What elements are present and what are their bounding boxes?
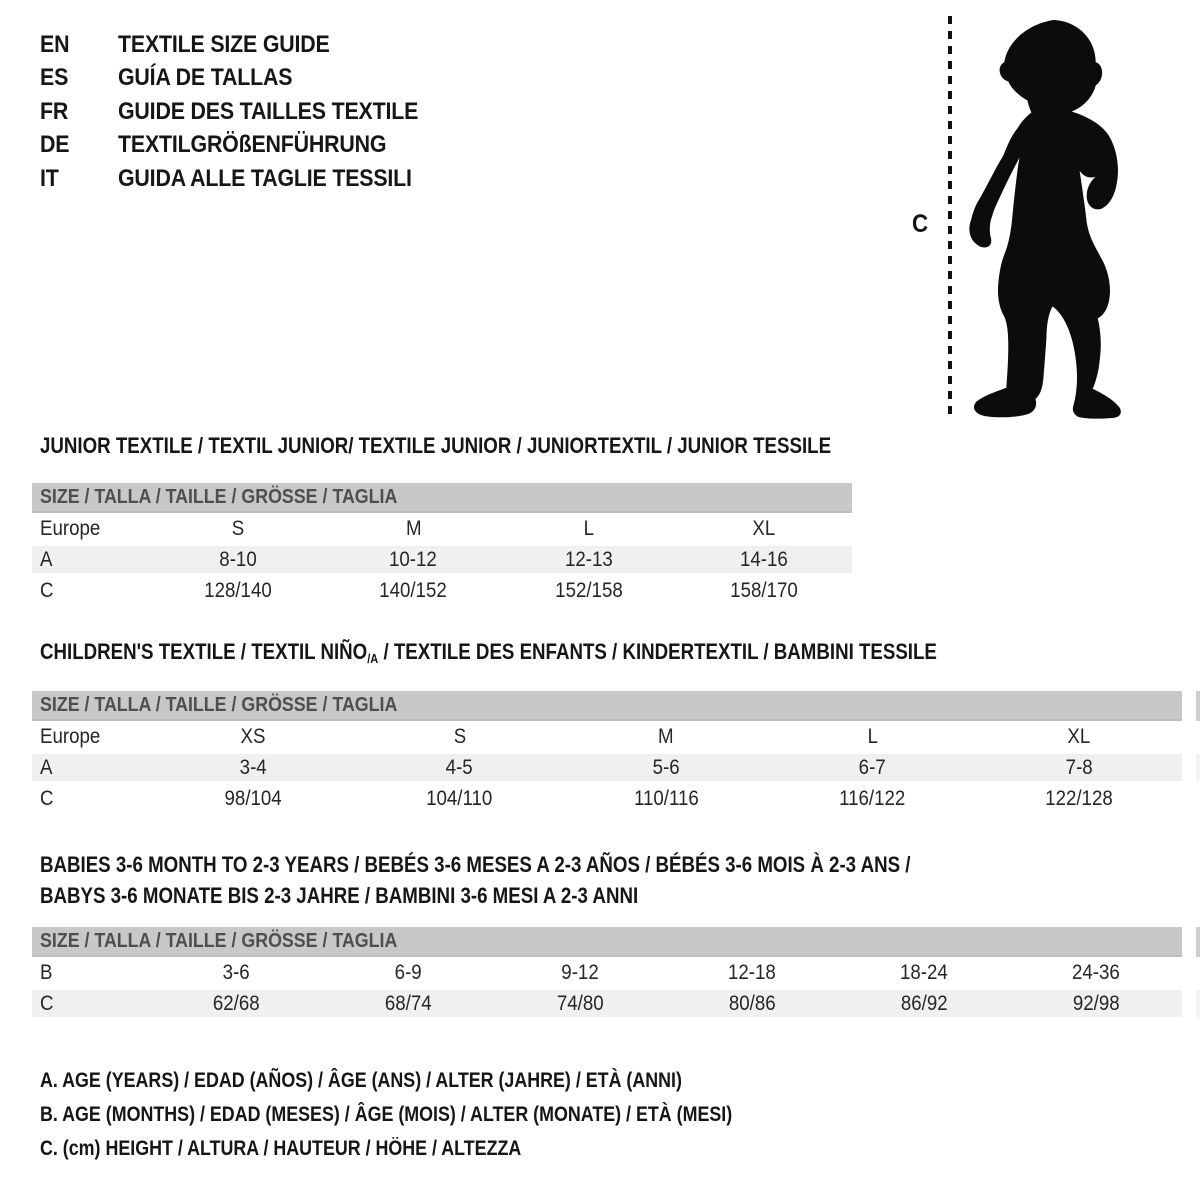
size-value [326, 579, 502, 603]
size-value-text: 116/122 [839, 786, 906, 810]
lang-row-de [40, 129, 455, 163]
table-row-height [32, 575, 852, 606]
table-row-age [32, 754, 1182, 781]
size-value [150, 787, 356, 811]
lang-title: GUIDE DES TAILLES TEXTILE [118, 97, 419, 125]
legend-line-a [40, 1064, 854, 1098]
size-value-text: 74/80 [556, 991, 604, 1015]
size-band-label: SIZE / TALLA / TAILLE / GRÖSSE / TAGLIA [40, 485, 398, 508]
language-header [40, 28, 455, 196]
size-value-text: 5-6 [652, 755, 680, 779]
size-value [976, 756, 1182, 780]
size-value-text: 158/170 [730, 578, 799, 602]
height-figure [900, 0, 1200, 440]
size-value-text: 86/92 [900, 991, 948, 1015]
lang-title: TEXTILGRÖßENFÜHRUNG [118, 131, 387, 159]
row-label-text: Europe [40, 724, 101, 748]
table-row-europe [32, 721, 1182, 752]
size-table-babies [32, 927, 1182, 1019]
size-value [150, 725, 356, 749]
size-value-text: 140/152 [379, 578, 448, 602]
table-row-height [32, 990, 1182, 1017]
lang-title: GUÍA DE TALLAS [118, 64, 293, 92]
size-value [976, 725, 1182, 749]
size-value [677, 517, 853, 541]
lang-code [40, 31, 118, 59]
band-edge-sliver [1196, 990, 1200, 1017]
size-value [501, 548, 677, 572]
size-value [326, 517, 502, 541]
size-value-text: 12-18 [728, 960, 776, 984]
size-value [150, 579, 326, 603]
size-value [1010, 961, 1182, 985]
row-label-text: B [40, 960, 53, 984]
legend-line-b [40, 1098, 854, 1132]
size-value-text: S [453, 724, 466, 748]
row-label-text: C [40, 786, 54, 810]
lang-code [40, 64, 118, 92]
legend-line-b-text: B. AGE (MONTHS) / EDAD (MESES) / ÂGE (MOIS) / ALTER (MONATE) / ETÀ (MESI) [40, 1103, 733, 1126]
size-value-text: 10-12 [389, 547, 438, 571]
size-value-text: 3-4 [239, 755, 267, 779]
size-value-text: 62/68 [212, 991, 260, 1015]
size-value-text: XL [1067, 724, 1091, 748]
size-value [150, 992, 322, 1016]
size-value-text: 14-16 [740, 547, 789, 571]
size-value [769, 725, 975, 749]
row-label-text: C [40, 991, 54, 1015]
lang-row-en [40, 28, 455, 62]
size-value [976, 787, 1182, 811]
size-value-text: 98/104 [224, 786, 282, 810]
size-value [1010, 992, 1182, 1016]
height-measure-text: C [912, 210, 929, 238]
size-value [356, 756, 562, 780]
lang-code-text: DE [40, 131, 70, 159]
size-value-text: 6-9 [394, 960, 422, 984]
size-value-text: 152/158 [554, 578, 623, 602]
row-label-text: Europe [40, 516, 101, 540]
size-value-text: 7-8 [1065, 755, 1093, 779]
size-value-text: 4-5 [446, 755, 474, 779]
size-value [501, 517, 677, 541]
lang-code [40, 165, 118, 193]
size-band [32, 927, 1182, 957]
size-value-text: 18-24 [900, 960, 948, 984]
height-measure-label [912, 210, 930, 239]
size-value-text: 9-12 [561, 960, 599, 984]
size-value-text: 24-36 [1072, 960, 1120, 984]
lang-title: GUIDA ALLE TAGLIE TESSILI [118, 164, 412, 192]
size-value [666, 992, 838, 1016]
row-label-text: A [40, 755, 53, 779]
legend-line-a-text: A. AGE (YEARS) / EDAD (AÑOS) / ÂGE (ANS) / ALTER (JAHRE) / ETÀ (ANNI) [40, 1069, 682, 1092]
lang-row-it [40, 162, 455, 196]
size-value-text: L [583, 516, 594, 540]
size-value [677, 548, 853, 572]
row-label-text: C [40, 578, 54, 602]
children-title-part1: CHILDREN'S TEXTILE / TEXTIL NIÑO [40, 639, 368, 664]
lang-code-text: EN [40, 30, 70, 58]
table-row-height [32, 783, 1182, 814]
table-row-months [32, 957, 1182, 988]
lang-code-text: IT [40, 164, 59, 192]
size-value [563, 787, 769, 811]
size-value [322, 961, 494, 985]
row-label [32, 579, 150, 603]
size-value-text: XS [240, 724, 266, 748]
lang-row-fr [40, 95, 455, 129]
lang-title: TEXTILE SIZE GUIDE [118, 30, 330, 58]
children-title-part2: / TEXTILE DES ENFANTS / KINDERTEXTIL / BAMBINI TESSILE [378, 639, 937, 664]
size-value-text: L [867, 724, 878, 748]
toddler-silhouette-icon [963, 18, 1139, 420]
size-value [150, 756, 356, 780]
size-value [677, 579, 853, 603]
legend [40, 1064, 854, 1166]
size-value [326, 548, 502, 572]
row-label [32, 756, 150, 780]
row-label-text: A [40, 547, 53, 571]
size-table-junior [32, 483, 852, 606]
lang-code-text: ES [40, 64, 69, 92]
size-value-text: M [658, 724, 674, 748]
row-label [32, 787, 150, 811]
size-band [32, 483, 852, 513]
lang-code [40, 131, 118, 159]
size-value [563, 725, 769, 749]
row-label [32, 961, 150, 985]
size-value-text: 80/86 [728, 991, 776, 1015]
size-value [838, 961, 1010, 985]
size-value [501, 579, 677, 603]
size-value [356, 725, 562, 749]
size-value [150, 961, 322, 985]
size-value [666, 961, 838, 985]
table-row-europe [32, 513, 852, 544]
size-value [150, 517, 326, 541]
children-title-subscript: /A [367, 651, 379, 666]
size-value [769, 756, 975, 780]
size-value [356, 787, 562, 811]
row-label [32, 992, 150, 1016]
size-value [563, 756, 769, 780]
row-label [32, 517, 150, 541]
size-value-text: 128/140 [203, 578, 272, 602]
lang-code [40, 98, 118, 126]
size-band-label: SIZE / TALLA / TAILLE / GRÖSSE / TAGLIA [40, 693, 398, 716]
size-value [150, 548, 326, 572]
row-label [32, 548, 150, 572]
section-title-children [40, 639, 1095, 668]
size-table-children [32, 691, 1182, 814]
size-value [322, 992, 494, 1016]
size-value-text: 68/74 [384, 991, 432, 1015]
size-value-text: XL [752, 516, 776, 540]
section-title-children-text [40, 639, 937, 668]
section-title-junior-text: JUNIOR TEXTILE / TEXTIL JUNIOR/ TEXTILE JUNIOR / JUNIORTEXTIL / JUNIOR TESSILE [40, 433, 832, 458]
legend-line-c-text: C. (cm) HEIGHT / ALTURA / HAUTEUR / HÖHE / ALTEZZA [40, 1137, 522, 1160]
section-title-junior [40, 433, 971, 459]
babies-title-line1: BABIES 3-6 MONTH TO 2-3 YEARS / BEBÉS 3-6 MESES A 2-3 AÑOS / BÉBÉS 3-6 MOIS À 2-3 ANS / [40, 852, 911, 877]
table-row-age [32, 546, 852, 573]
size-value [838, 992, 1010, 1016]
size-value [769, 787, 975, 811]
band-edge-sliver [1196, 754, 1200, 781]
band-edge-sliver [1196, 691, 1200, 721]
size-value-text: 110/116 [633, 786, 699, 810]
babies-title-line2: BABYS 3-6 MONATE BIS 2-3 JAHRE / BAMBINI 3-6 MESI A 2-3 ANNI [40, 883, 639, 908]
size-value-text: 104/110 [426, 786, 493, 810]
legend-line-c [40, 1132, 854, 1166]
size-value-text: 12-13 [564, 547, 613, 571]
size-value [494, 961, 666, 985]
band-edge-sliver [1196, 927, 1200, 957]
size-value-text: 122/128 [1045, 786, 1113, 810]
section-title-babies [40, 849, 1064, 911]
size-value-text: 8-10 [219, 547, 257, 571]
size-value [494, 992, 666, 1016]
size-value-text: 92/98 [1072, 991, 1120, 1015]
size-value-text: M [405, 516, 422, 540]
size-value-text: S [231, 516, 244, 540]
lang-code-text: FR [40, 97, 69, 125]
lang-row-es [40, 62, 455, 96]
size-band [32, 691, 1182, 721]
size-value-text: 3-6 [222, 960, 250, 984]
row-label [32, 725, 150, 749]
height-dashed-line [946, 16, 954, 420]
size-band-label: SIZE / TALLA / TAILLE / GRÖSSE / TAGLIA [40, 929, 398, 952]
size-value-text: 6-7 [858, 755, 886, 779]
